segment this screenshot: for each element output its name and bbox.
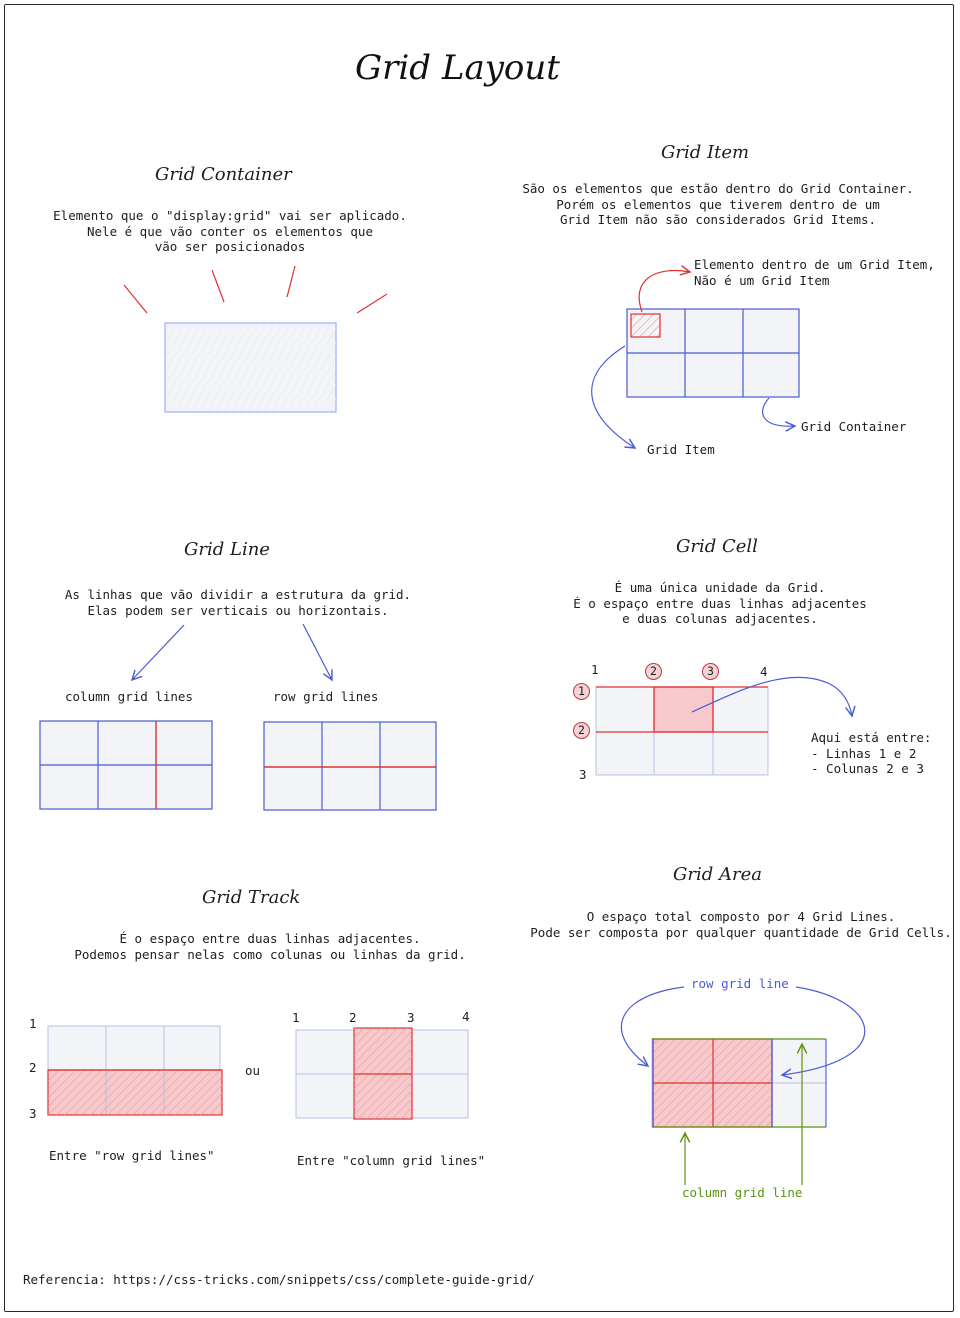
area-row-line-label: row grid line xyxy=(691,976,789,991)
cell-col-1: 1 xyxy=(591,662,599,677)
row-lines-arrow xyxy=(303,624,332,680)
cell-note: Aqui está entre: - Linhas 1 e 2 - Colunas 2 e 3 xyxy=(811,730,932,777)
item-label: Grid Item xyxy=(647,442,715,457)
item-heading: Grid Item xyxy=(661,142,750,163)
line-description: As linhas que vão dividir a estrutura da grid. Elas podem ser verticais ou horizontais. xyxy=(64,587,412,618)
container-description: Elemento que o "display:grid" vai ser aplicado. Nele é que vão conter os elementos que vão ser posicionados xyxy=(53,208,407,255)
cell-grid xyxy=(596,687,768,775)
track-column-caption: Entre "column grid lines" xyxy=(297,1153,486,1168)
reference-link[interactable]: Referencia: https://css-tricks.com/snippets/css/complete-guide-grid/ xyxy=(23,1272,535,1287)
container-box-texture xyxy=(165,323,336,412)
line-heading: Grid Line xyxy=(184,539,270,560)
row-lines-label: row grid lines xyxy=(273,689,379,704)
page-title: Grid Layout xyxy=(355,48,560,88)
cell-col-2: 2 xyxy=(645,663,662,680)
nested-arrow xyxy=(639,271,690,312)
cell-col-4: 4 xyxy=(760,664,768,679)
column-lines-arrow xyxy=(132,625,184,680)
item-description: São os elementos que estão dentro do Grid Container. Porém os elementos que tiverem dentro de um Grid Item não são considerados Grid Items. xyxy=(522,181,914,228)
item-container-label: Grid Container xyxy=(801,419,907,434)
column-lines-grid xyxy=(40,721,212,809)
track-col-3: 3 xyxy=(407,1010,415,1025)
track-description: É o espaço entre duas linhas adjacentes. Podemos pensar nelas como colunas ou linhas da grid. xyxy=(74,931,466,962)
ray-3 xyxy=(287,266,295,297)
track-row-grid xyxy=(48,1026,222,1115)
cell-row-1: 1 xyxy=(573,683,590,700)
track-col-4: 4 xyxy=(462,1009,470,1024)
highlighted-cell xyxy=(654,687,713,732)
column-lines-label: column grid lines xyxy=(65,689,193,704)
area-heading: Grid Area xyxy=(673,864,762,885)
container-arrow xyxy=(763,398,795,426)
container-heading: Grid Container xyxy=(155,164,292,185)
cell-row-2: 2 xyxy=(573,722,590,739)
row-lines-grid xyxy=(264,722,436,810)
nested-element xyxy=(631,314,660,337)
area-column-line-label: column grid line xyxy=(682,1185,803,1200)
track-column-grid xyxy=(296,1028,468,1119)
track-row-3: 3 xyxy=(29,1106,37,1121)
ray-1 xyxy=(124,285,147,313)
track-col-1: 1 xyxy=(292,1010,300,1025)
item-note: Elemento dentro de um Grid Item, Não é um Grid Item xyxy=(694,257,935,288)
track-row-2: 2 xyxy=(29,1060,37,1075)
track-heading: Grid Track xyxy=(202,887,301,908)
track-or-label: ou xyxy=(245,1063,261,1078)
ray-4 xyxy=(357,294,387,313)
area-grid xyxy=(652,1039,826,1127)
area-description: O espaço total composto por 4 Grid Lines. Pode ser composta por qualquer quantidade de Grid Cells. xyxy=(530,909,952,940)
container-rays xyxy=(124,266,387,313)
cell-col-3: 3 xyxy=(702,663,719,680)
cell-description: É uma única unidade da Grid. É o espaço entre duas linhas adjacentes e duas colunas adjacentes. xyxy=(573,580,867,627)
track-row-1: 1 xyxy=(29,1016,37,1031)
cell-row-3: 3 xyxy=(579,767,587,782)
ray-2 xyxy=(212,270,224,302)
item-grid xyxy=(627,309,799,397)
cell-heading: Grid Cell xyxy=(676,536,758,557)
track-col-2: 2 xyxy=(349,1010,357,1025)
track-row-caption: Entre "row grid lines" xyxy=(49,1148,215,1163)
